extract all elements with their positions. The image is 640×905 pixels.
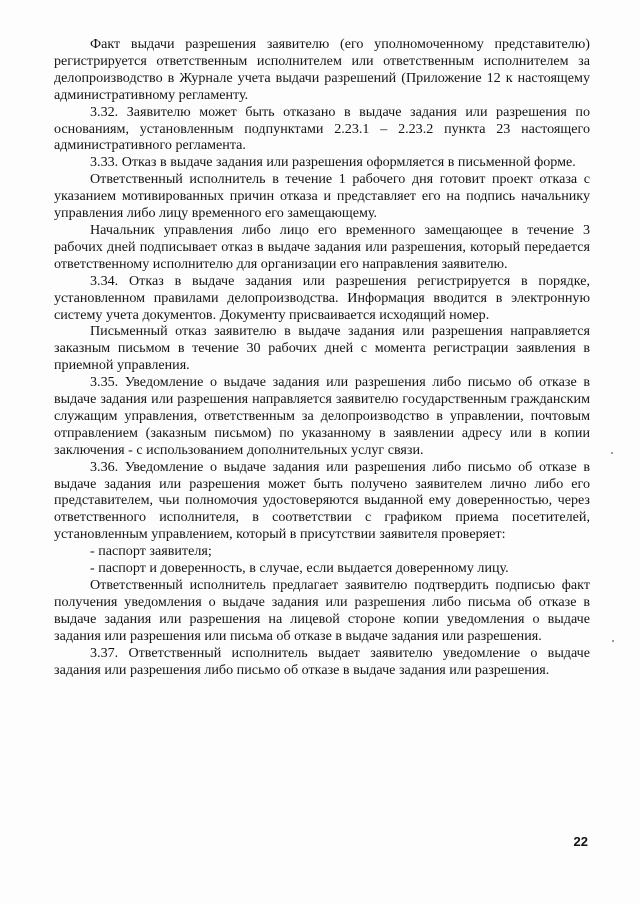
paragraph-confirm-signature: Ответственный исполнитель предлагает заявителю подтвердить подписью факт получения уведомления о выдаче задания или разрешения либо письма об отказе в выдаче задания или разрешения на лицевой стороне копии уведомления о выдаче задания или разрешения или письма об отказе в выдаче задания или разрешения. — [54, 577, 590, 644]
document-body — [54, 36, 590, 678]
paragraph-3-36: 3.36. Уведомление о выдаче задания или разрешения либо письмо об отказе в выдаче задания или разрешения может быть получено заявителем лично либо его представителем, чьи полномочия удостоверяются выданной ему доверенностью, через ответственного исполнителя, в соответствии с графиком приема посетителей, установленным управлением, который в присутствии заявителя проверяет: — [54, 458, 590, 543]
paragraph-head-signs: Начальник управления либо лицо его временного замещающее в течение 3 рабочих дней подписывает отказ в выдаче задания или разрешения, который передается ответственному исполнителю для организации его направления заявителю. — [54, 221, 590, 272]
paragraph-3-35: 3.35. Уведомление о выдаче задания или разрешения либо письмо об отказе в выдаче задания или разрешения направляется заявителю государственным гражданским служащим управления, ответственным за делопроизводство в управлении, почтовым отправлением (заказным письмом) по указанному в заявлении адресу или в копии заключения - с использованием дополнительных услуг связи. — [54, 374, 590, 458]
paragraph-3-33: 3.33. Отказ в выдаче задания или разрешения оформляется в письменной форме. — [90, 154, 576, 171]
list-item-passport-power-of-attorney: - паспорт и доверенность, в случае, если выдается доверенному лицу. — [90, 560, 509, 577]
paragraph-3-37: 3.37. Ответственный исполнитель выдает заявителю уведомление о выдаче задания или разрешения либо письмо об отказе в выдаче задания или разрешения. — [54, 644, 590, 678]
page-number: 22 — [573, 834, 588, 849]
paragraph-written-refusal: Письменный отказ заявителю в выдаче задания или разрешения направляется заказным письмом в течение 30 рабочих дней с момента регистрации заявления в приемной управления. — [54, 323, 590, 374]
list-item-passport: - паспорт заявителя; — [90, 543, 212, 560]
paragraph-draft-refusal: Ответственный исполнитель в течение 1 рабочего дня готовит проект отказа с указанием мотивированных причин отказа и представляет его на подпись начальнику управления либо лицу временного его замещающему. — [54, 171, 590, 222]
paragraph-issuance-registration: Факт выдачи разрешения заявителю (его уполномоченному представителю) регистрируется ответственным исполнителем или ответственным исполнителем за делопроизводство в Журнале учета выдачи разрешений (Приложение 12 к настоящему административному регламенту. — [54, 36, 590, 103]
scan-speck — [611, 452, 613, 454]
paragraph-3-34: 3.34. Отказ в выдаче задания или разрешения регистрируется в порядке, установленном правилами делопроизводства. Информация вводится в электронную систему учета документов. Документу присваивается исходящий номер. — [54, 272, 590, 323]
scan-speck — [612, 640, 614, 642]
paragraph-3-32: 3.32. Заявителю может быть отказано в выдаче задания или разрешения по основаниям, установленным подпунктами 2.23.1 – 2.23.2 пункта 23 настоящего административного регламента. — [54, 103, 590, 154]
